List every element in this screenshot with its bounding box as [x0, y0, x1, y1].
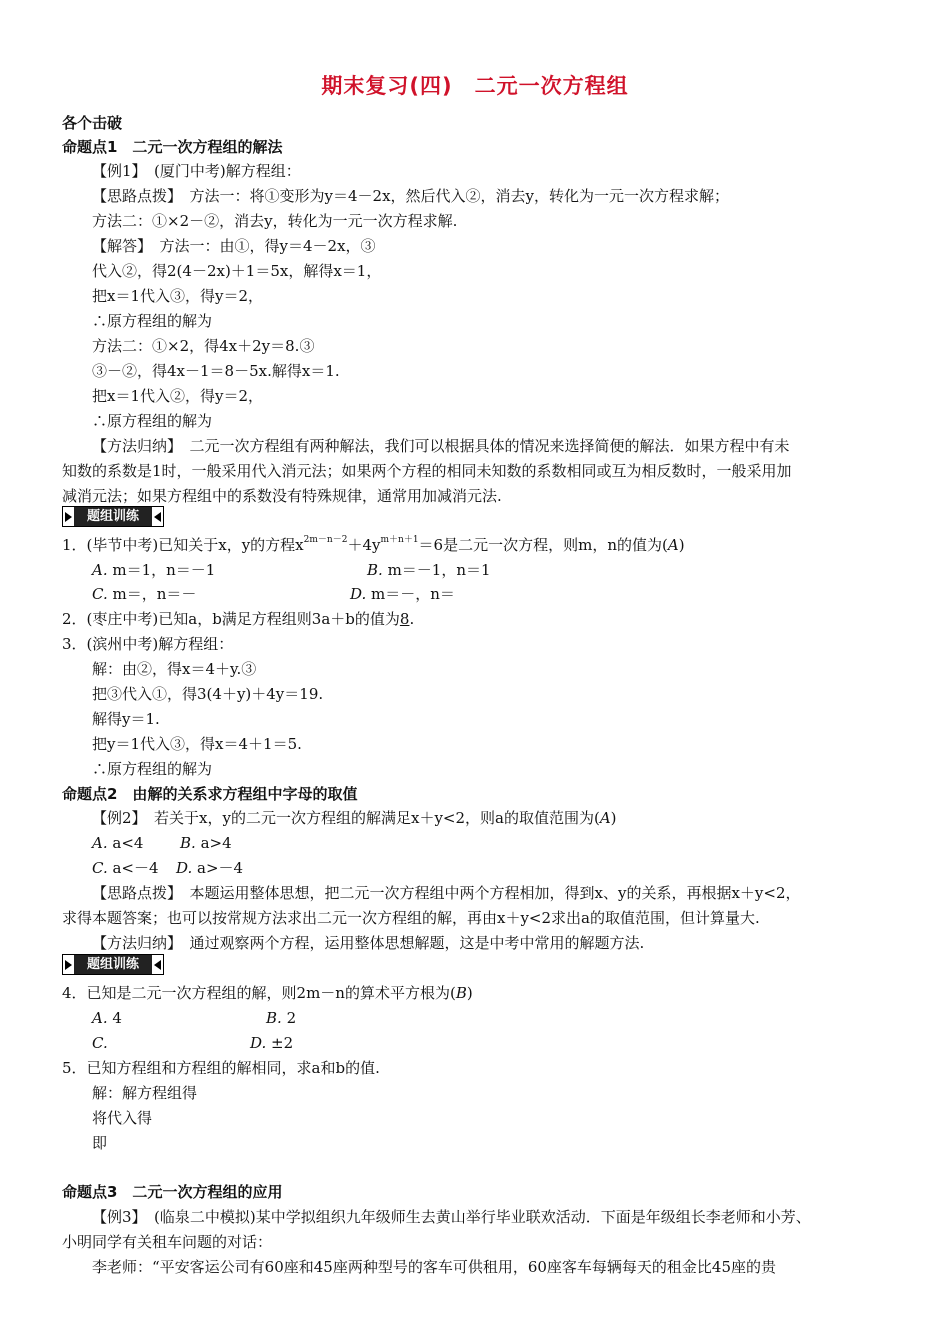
triangle-right-icon	[65, 960, 72, 970]
exercise-group-tag	[62, 506, 164, 527]
answer1-line: 方法一：由①，得y＝4－2x，③	[144, 237, 376, 255]
hint2-line: 求得本题答案；也可以按常规方法求出二元一次方程组的解，再由x＋y<2求出a的取值范围，但计算量大.	[62, 909, 760, 927]
hint1-label: 【思路点拨】	[92, 187, 175, 205]
option: C. a<－4	[92, 859, 159, 877]
page-title: 期末复习(四) 二元一次方程组	[321, 74, 629, 98]
answer1-line: ∴原方程组的解为	[92, 312, 213, 330]
question-4: 4．已知是二元一次方程组的解，则2m－n的算术平方根为(B)	[62, 984, 473, 1002]
option: A. a<4	[92, 834, 144, 852]
method1-line: 二元一次方程组有两种解法，我们可以根据具体的情况来选择简便的解法．如果方程中有未	[174, 437, 790, 455]
section-header: 各个击破	[62, 114, 123, 132]
option: D. ±2	[250, 1034, 294, 1052]
option: B. a>4	[180, 834, 232, 852]
answer1-line: 方法二：①×2，得4x＋2y＝8.③	[92, 337, 315, 355]
solution-line: ∴原方程组的解为	[92, 760, 213, 778]
question-1: 1．(毕节中考)已知关于x，y的方程$x^{2m-n-2}+4y^{m+n+1}=6$是二元一次方程，则m，n的值为(A)	[62, 535, 685, 554]
topic1-heading: 命题点1 二元一次方程组的解法	[62, 138, 283, 156]
option: A. m＝1，n＝－1	[92, 561, 216, 579]
option: C. m＝，n＝－	[92, 585, 197, 603]
question-3: 3．(滨州中考)解方程组：	[62, 635, 234, 653]
option: D. m＝－，n＝	[350, 585, 455, 603]
answer: A	[599, 809, 611, 827]
solution-line: 解：解方程组得	[92, 1084, 198, 1102]
triangle-right-icon	[65, 512, 72, 522]
example3-line: 李老师：“平安客运公司有60座和45座两种型号的客车可供租用，60座客车每辆每天的租金比45座的贵	[92, 1258, 777, 1276]
solution-line: 解得y＝1.	[92, 710, 160, 728]
answer: 8	[399, 610, 410, 628]
method2: 【方法归纳】 通过观察两个方程，运用整体思想解题，这是中考中常用的解题方法.	[92, 934, 645, 952]
option: B. 2	[266, 1009, 297, 1027]
method1-line: 知数的系数是1时，一般采用代入消元法；如果两个方程的相同未知数的系数相同或互为相反数时，一般采用加	[62, 462, 792, 480]
topic3-heading: 命题点3 二元一次方程组的应用	[62, 1183, 283, 1201]
solution-line: 把y＝1代入③，得x＝4＋1＝5.	[92, 735, 302, 753]
solution-line: 即	[92, 1134, 108, 1152]
answer1-label: 【解答】	[92, 237, 145, 255]
hint1-text: 方法一：将①变形为y＝4－2x，然后代入②，消去y，转化为一元一次方程求解；	[174, 187, 730, 205]
solution-line: 把③代入①，得3(4＋y)＋4y＝19.	[92, 685, 324, 703]
method1-line: 减消元法；如果方程组中的系数没有特殊规律，通常用加减消元法.	[62, 487, 502, 505]
option: C.	[92, 1034, 108, 1052]
answer1	[92, 236, 376, 256]
hint1	[92, 186, 729, 206]
hint1-line2: 方法二：①×2－②，消去y，转化为一元一次方程求解.	[92, 212, 458, 230]
question-2: 2．(枣庄中考)已知a，b满足方程组则3a＋b的值为8.	[62, 610, 415, 628]
answer1-line: 把x＝1代入③，得y＝2，	[92, 287, 264, 305]
option: D. a>－4	[176, 859, 244, 877]
method1-label: 【方法归纳】	[92, 437, 175, 455]
answer: B	[455, 984, 467, 1002]
example1-text: (厦门中考)解方程组：	[139, 162, 301, 180]
option: A. 4	[92, 1009, 122, 1027]
answer1-line: 把x＝1代入②，得y＝2，	[92, 387, 264, 405]
tag-label: 题组训练	[74, 507, 152, 526]
solution-line: 解：由②，得x＝4＋y.③	[92, 660, 257, 678]
triangle-left-icon	[154, 960, 161, 970]
example1	[92, 161, 301, 181]
method1	[92, 436, 790, 456]
answer: A	[667, 536, 679, 554]
solution-line: 将代入得	[92, 1109, 153, 1127]
triangle-left-icon	[154, 512, 161, 522]
option: B. m＝－1，n＝1	[367, 561, 491, 579]
example1-label: 【例1】	[92, 162, 140, 180]
tag-label: 题组训练	[74, 955, 152, 974]
example2: 【例2】 若关于x，y的二元一次方程组的解满足x＋y<2，则a的取值范围为(A)	[92, 809, 617, 827]
answer1-line: 代入②，得2(4－2x)＋1＝5x，解得x＝1，	[92, 262, 382, 280]
exercise-group-tag	[62, 954, 164, 975]
question-5: 5．已知方程组和方程组的解相同，求a和b的值.	[62, 1059, 380, 1077]
topic2-heading: 命题点2 由解的关系求方程组中字母的取值	[62, 785, 358, 803]
answer1-line: ∴原方程组的解为	[92, 412, 213, 430]
example3: 【例3】 (临泉二中模拟)某中学拟组织九年级师生去黄山举行毕业联欢活动．下面是年级组长李老师和小芳、	[92, 1208, 811, 1226]
example3-line: 小明同学有关租车问题的对话：	[62, 1233, 273, 1251]
hint2: 【思路点拨】 本题运用整体思想，把二元一次方程组中两个方程相加，得到x、y的关系，再根据x＋y<2，	[92, 884, 801, 902]
answer1-line: ③－②，得4x－1＝8－5x.解得x＝1.	[92, 362, 340, 380]
